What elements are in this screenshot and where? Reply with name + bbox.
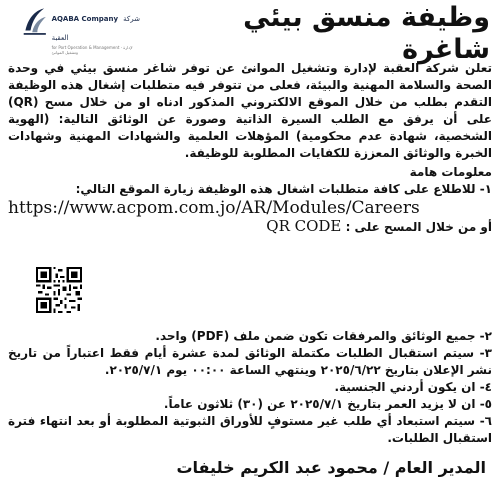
note-item-3: ٣- سيتم استقبال الطلبات مكتملة الوثائق لمدة عشرة أيام فقط اعتباراً من تاريخ نشر الإعلان بتاريخ ٢٠٢٥/٦/٢٢ وينتهي الساعة ٠٠:٠٠ يوم ٢٠٢٥/٧/١. xyxy=(8,346,492,377)
note-item-4: ٤- ان يكون أردني الجنسية. xyxy=(334,380,492,394)
aqaba-company-logo-icon xyxy=(22,2,48,42)
intro-text: تعلن شركة العقبة لإدارة وتشغيل الموانئ عن توفر شاغر منسق بيئي في وحدة الصحة والسلامة المهنية والبيئة، فعلى من تتوفر فيه متطلبات إشغال هذه الوظيفة التقدم بطلب من خلال الموقع الالكتروني المذكور ادناه او من خلال مسح (QR) على أن يرفق مع الطلب السيرة الذاتية وصورة عن الوثائق التالية: (الهوية الشخصية، شهادة عدم محكومية) المؤهلات العلمية والشهادات المهنية وشهادات الخبرة والوثائق المعززة للكفايات المطلوبة للوظيفة. xyxy=(8,61,492,160)
ad-title: وظيفة منسق بيئي شاغرة xyxy=(243,2,490,65)
qr-code-image[interactable] xyxy=(36,267,82,313)
logo-subtitle: for Port Operation & Management · لإدارة وتشغيل الموانئ xyxy=(51,45,133,55)
company-logo xyxy=(22,2,144,58)
logo-arabic-name: شركة العقبة xyxy=(51,15,140,42)
notes-title: معلومات هامة xyxy=(409,165,492,179)
qr-prefix: أو من خلال المسح على : xyxy=(345,220,492,234)
note-item-5: ٥- ان لا يزيد العمر بتاريخ ٢٠٢٥/٧/١ عن (٣٠) ثلاثون عاماً. xyxy=(163,397,492,411)
requirements-list xyxy=(8,328,492,447)
intro-paragraph xyxy=(8,60,492,162)
signature-line: المدير العام / محمود عبد الكريم خليفات xyxy=(176,458,486,477)
qr-line xyxy=(8,218,492,236)
note-item-2: ٢- جميع الوثائق والمرفقات تكون ضمن ملف (PDF) واحد. xyxy=(155,329,492,343)
ad-header xyxy=(0,0,500,65)
qr-code-label: QR CODE xyxy=(266,217,342,235)
note-item-1: ١- للاطلاع على كافة متطلبات اشغال هذه الوظيفة زيارة الموقع التالي: xyxy=(75,182,492,196)
ad-body xyxy=(8,60,492,236)
careers-url-link[interactable]: https://www.acpom.com.jo/AR/Modules/Careers xyxy=(8,198,420,218)
note-item-6: ٦- سيتم استبعاد أي طلب غير مستوفٍ للأوراق الثبوتية المطلوبة أو بعد انتهاء فترة استقبال الطلبات. xyxy=(8,414,492,445)
logo-english-name: AQABA Company xyxy=(51,15,119,23)
